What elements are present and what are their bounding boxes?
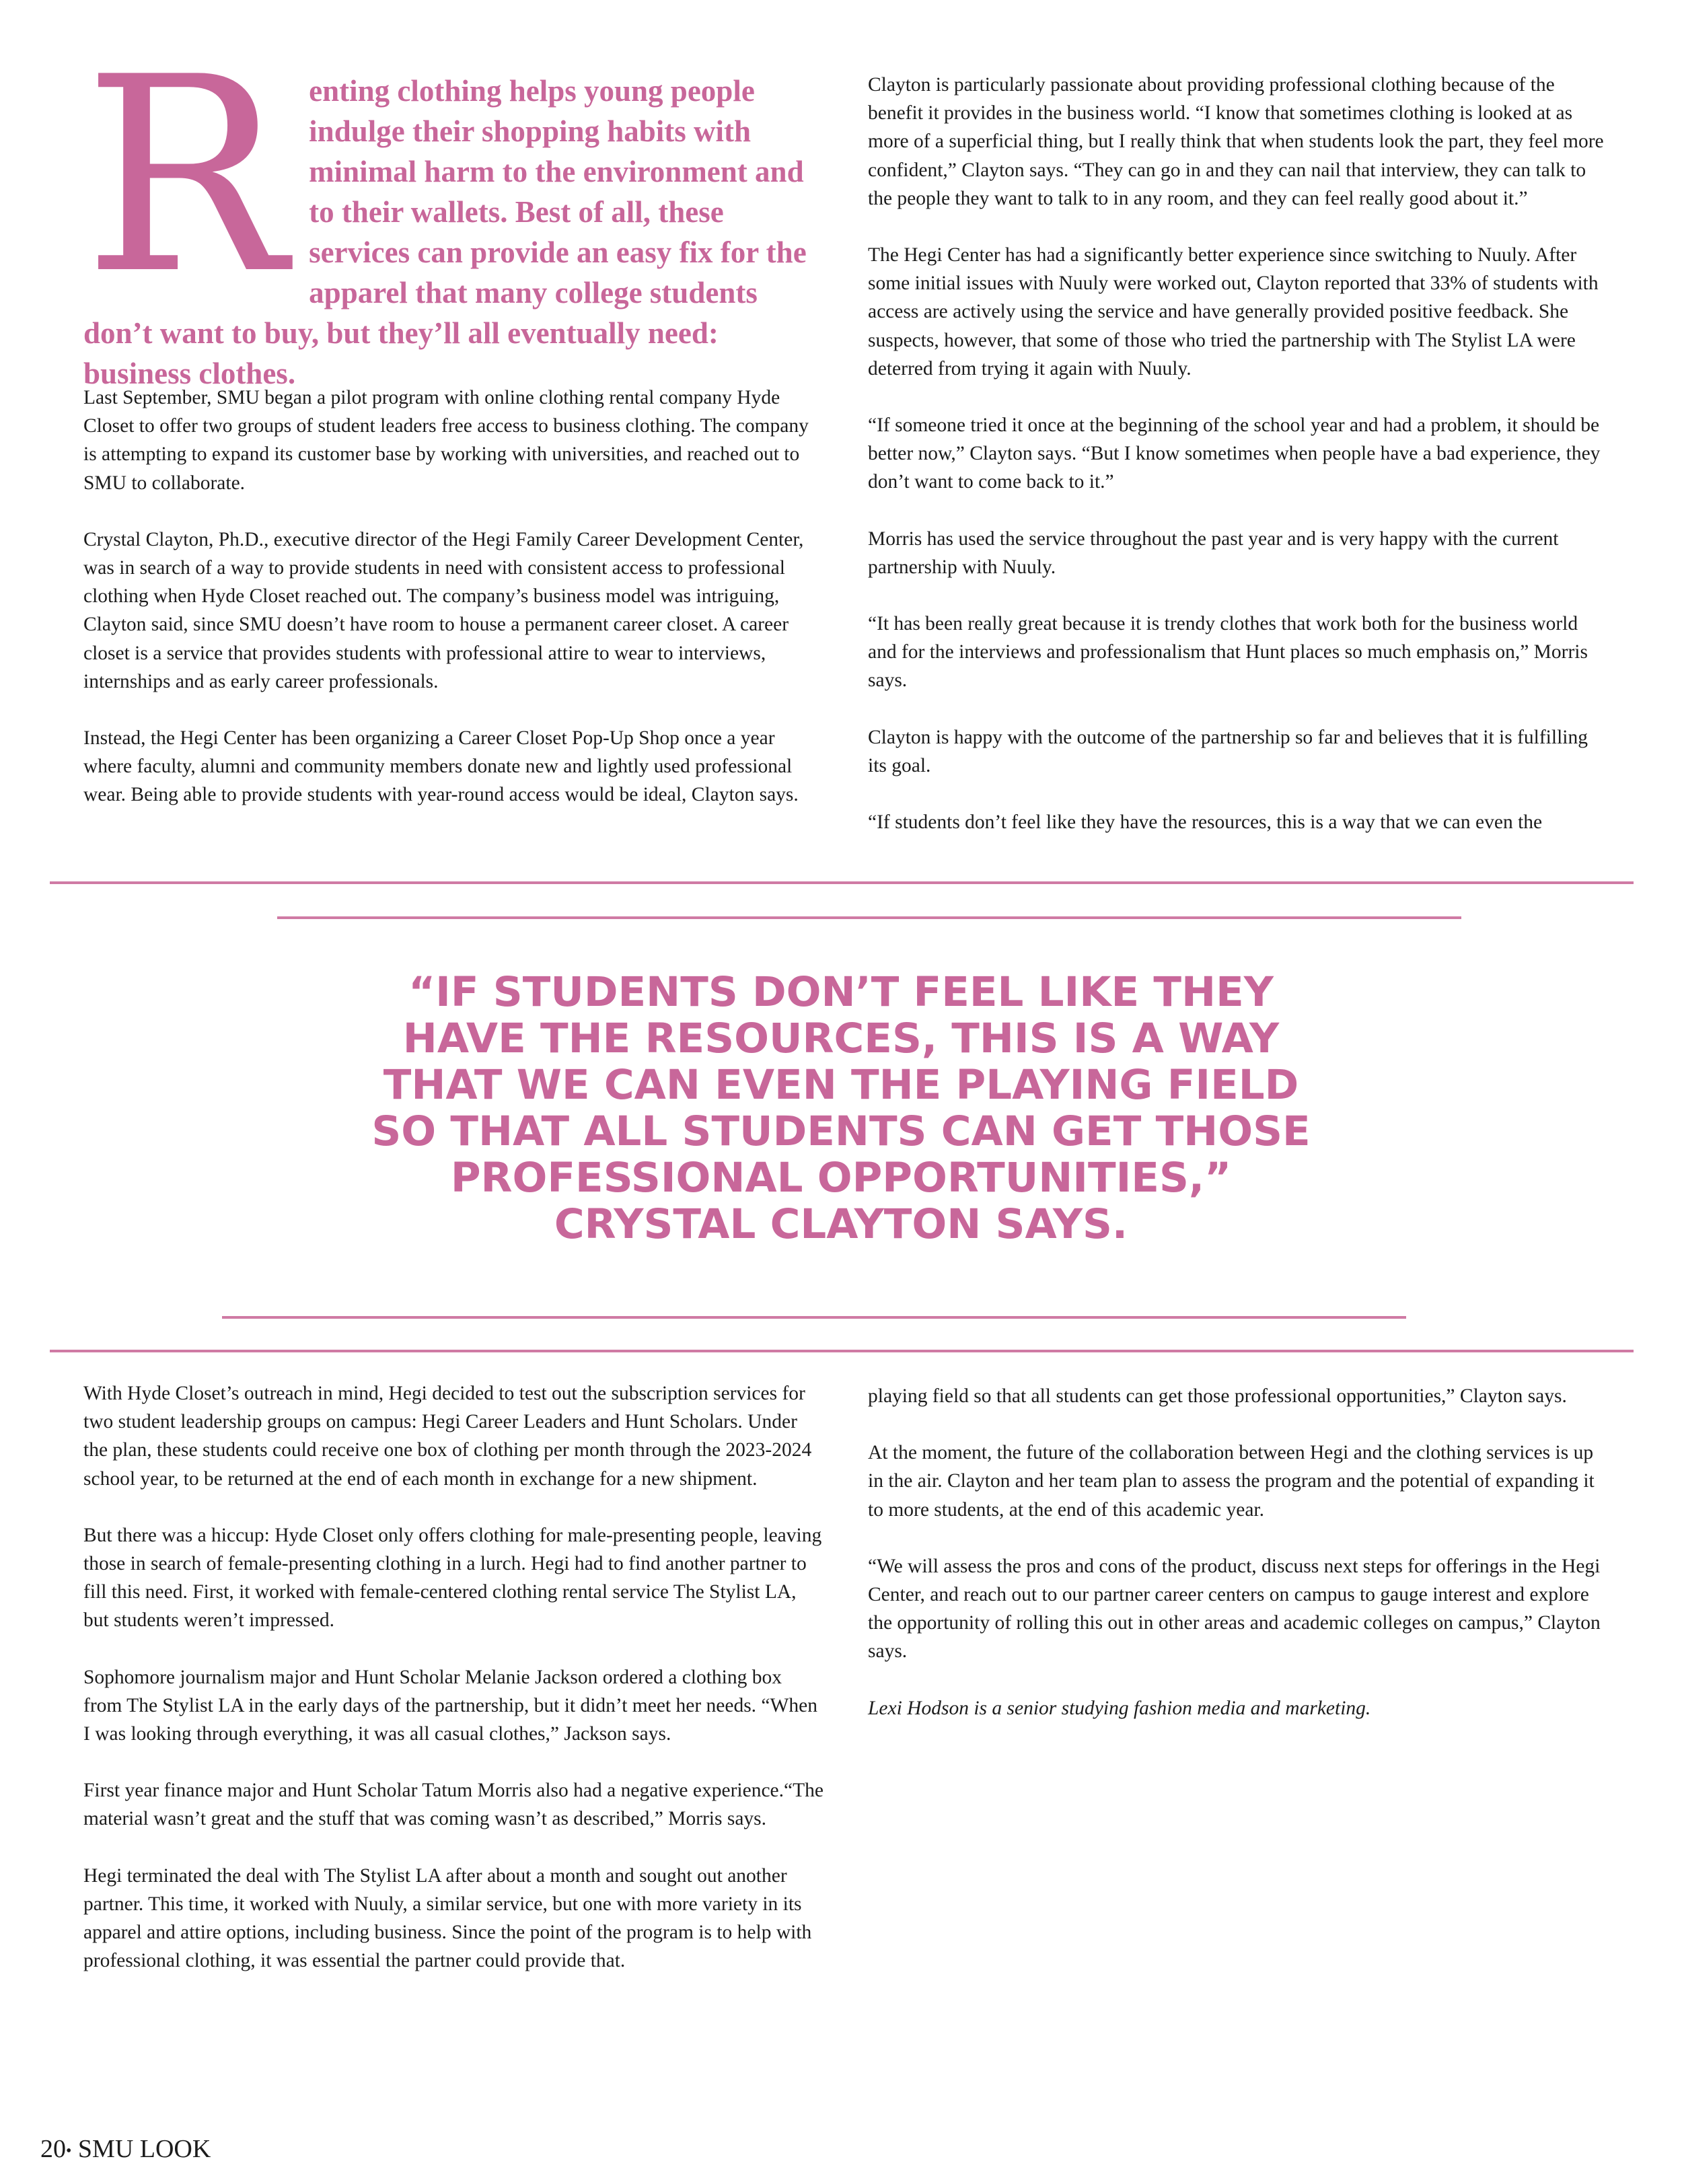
lede-text: enting clothing helps young people indulge their shopping habits with minimal harm to the environment and to their wallets. Best of all, these services can provide an easy fix for the apparel that many college students don’t want to buy, but they’ll all eventually need: business clothes. [83, 74, 807, 390]
pull-quote [202, 969, 1480, 1247]
paragraph: With Hyde Closet’s outreach in mind, Hegi decided to test out the subscription services for two student leadership groups on campus: Hegi Career Leaders and Hunt Scholars. Under the plan, these students could receive one box of clothing per month through the 2023-2024 school year, to be returned at the end of each month in exchange for a new shipment. [83, 1383, 812, 1490]
paragraph: “If students don’t feel like they have the resources, this is a way that we can even the [868, 811, 1543, 834]
paragraph: Clayton is particularly passionate about providing professional clothing because of the benefit it provides in the business world. “I know that sometimes clothing is looked at as more of a superficial thing, but I really think that when students look the part, they feel more confident,” Clayton says. “They can go in and they can nail that interview, they can talk to the people they want to talk to in any room, and they can feel really good about it.” [868, 74, 1604, 209]
divider-rule [50, 881, 1634, 884]
paragraph: Instead, the Hegi Center has been organizing a Career Closet Pop-Up Shop once a year where faculty, alumni and community members donate new and lightly used professional wear. Being able to provide students with year-round access would be ideal, Clayton says. [83, 727, 799, 806]
paragraph: Morris has used the service throughout the past year and is very happy with the current partnership with Nuuly. [868, 527, 1559, 578]
paragraph: The Hegi Center has had a significantly better experience since switching to Nuuly. After some initial issues with Nuuly were worked out, Clayton reported that 33% of students with access are actively using the service and have generally provided positive feedback. She suspects, however, that some of those who tried the partnership with The Stylist LA were deterred from trying it again with Nuuly. [868, 244, 1599, 379]
pull-quote-line: PROFESSIONAL OPPORTUNITIES,” [450, 1154, 1232, 1202]
publication-name: SMU LOOK [71, 2135, 211, 2163]
paragraph: Clayton is happy with the outcome of the partnership so far and believes that it is fulfilling its goal. [868, 726, 1588, 776]
column-bottom-right [868, 1382, 1608, 1722]
bullet-separator: • [66, 2142, 72, 2160]
paragraph: At the moment, the future of the collaboration between Hegi and the clothing services is up in the air. Clayton and her team plan to assess the program and the potential of expanding it to more students, at the end of this academic year. [868, 1442, 1595, 1521]
drop-cap: R [83, 20, 287, 333]
pull-quote-rule-top [277, 916, 1461, 919]
paragraph: Hegi terminated the deal with The Stylist LA after about a month and sought out another partner. This time, it worked with Nuuly, a similar service, but one with more variety in its apparel and attire options, including business. Since the point of the program is to help with professional clothing, it was essential the partner could provide that. [83, 1864, 812, 1972]
pull-quote-rule-bottom [222, 1316, 1406, 1319]
divider-rule [50, 1350, 1634, 1352]
paragraph: “We will assess the pros and cons of the product, discuss next steps for offerings in the Hegi Center, and reach out to our partner career centers on campus to gauge interest and explore the opportunity of rolling this out in other areas and academic colleges on campus,” Clayton says. [868, 1555, 1601, 1663]
pull-quote-line: “IF STUDENTS DON’T FEEL LIKE THEY [408, 968, 1274, 1016]
paragraph: Last September, SMU began a pilot program with online clothing rental company Hyde Closet to offer two groups of student leaders free access to business clothing. The company is attempting to expand its customer base by working with universities, and reached out to SMU to collaborate. [83, 387, 809, 494]
paragraph: First year finance major and Hunt Scholar Tatum Morris also had a negative experience.“The material wasn’t great and the stuff that was coming wasn’t as described,” Morris says. [83, 1780, 824, 1830]
paragraph: “It has been really great because it is trendy clothes that work both for the business world and for the interviews and professionalism that Hunt places so much emphasis on,” Morris says. [868, 613, 1588, 692]
paragraph: Sophomore journalism major and Hunt Scholar Melanie Jackson ordered a clothing box from The Stylist LA in the early days of the partnership, but it didn’t meet her needs. “When I was looking through everything, it was all casual clothes,” Jackson says. [83, 1666, 817, 1745]
page-number: 20 [40, 2135, 66, 2163]
pull-quote-line: HAVE THE RESOURCES, THIS IS A WAY [402, 1015, 1280, 1062]
lede [83, 20, 824, 394]
pull-quote-line: CRYSTAL CLAYTON SAYS. [554, 1200, 1128, 1248]
column-bottom-left [83, 1379, 824, 1975]
paragraph: But there was a hiccup: Hyde Closet only offers clothing for male-presenting people, leaving those in search of female-presenting clothing in a lurch. Hegi had to find another partner to fill this need. First, it worked with female-centered clothing rental service The Stylist LA, but students weren’t impressed. [83, 1524, 822, 1632]
author-byline: Lexi Hodson is a senior studying fashion media and marketing. [868, 1697, 1371, 1719]
column-top-left [83, 384, 824, 809]
pull-quote-line: SO THAT ALL STUDENTS CAN GET THOSE [371, 1107, 1311, 1155]
paragraph: Crystal Clayton, Ph.D., executive director of the Hegi Family Career Development Center, was in search of a way to provide students in need with consistent access to professional clothing when Hyde Closet reached out. The company’s business model was intriguing, Clayton said, since SMU doesn’t have room to house a permanent career closet. A career closet is a service that provides students with professional attire to wear to interviews, internships and as early career professionals. [83, 528, 804, 692]
pull-quote-line: THAT WE CAN EVEN THE PLAYING FIELD [383, 1061, 1299, 1109]
page-footer [40, 2134, 211, 2164]
column-top-right [868, 71, 1608, 836]
paragraph: “If someone tried it once at the beginning of the school year and had a problem, it should be better now,” Clayton says. “But I know sometimes when people have a bad experience, they don’t want to come back to it.” [868, 414, 1601, 493]
paragraph: playing field so that all students can get those professional opportunities,” Clayton says. [868, 1385, 1567, 1407]
